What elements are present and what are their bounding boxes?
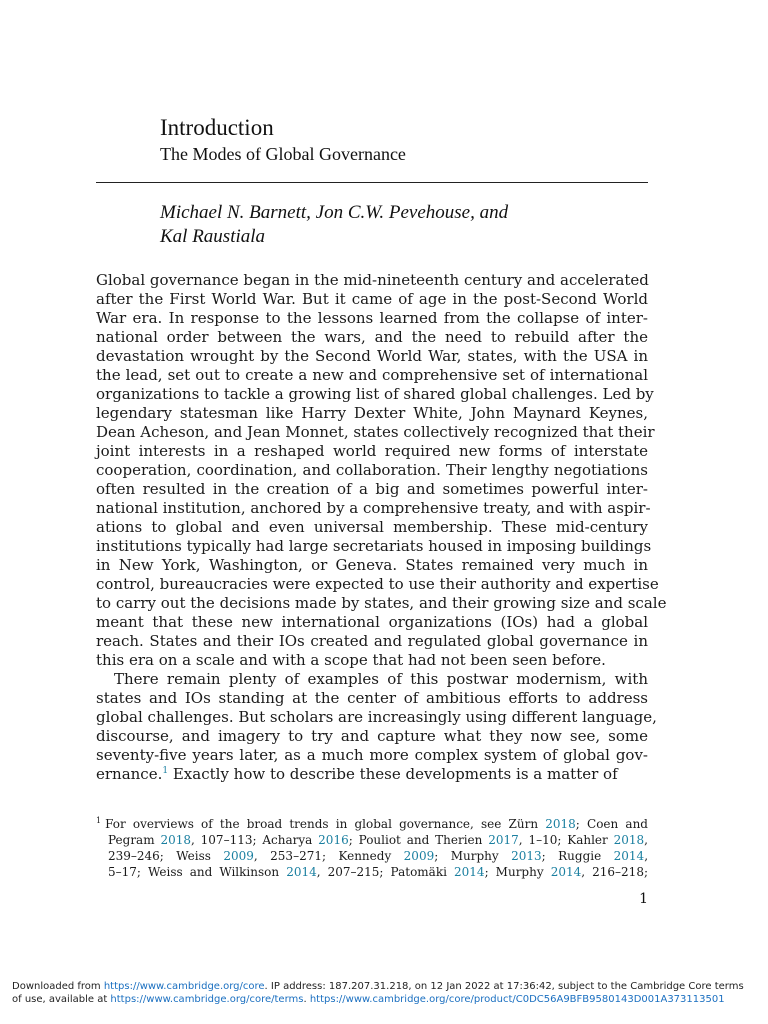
- citation-link[interactable]: 2018: [545, 817, 576, 831]
- citation-link[interactable]: 2016: [318, 833, 349, 847]
- footnote-text: ; Murphy: [484, 865, 551, 879]
- citation-link[interactable]: 2014: [454, 865, 485, 879]
- citation-link[interactable]: 2014: [550, 865, 582, 879]
- paragraph-line: organizations to tackle a growing list of shared global challenges. Led by: [96, 385, 654, 403]
- paragraph-line: the lead, set out to create a new and comprehensive set of international: [96, 366, 648, 384]
- footnote: [96, 816, 648, 880]
- footnote-text: ; Pouliot and Therien: [348, 833, 489, 847]
- citation-link[interactable]: 2014: [286, 865, 317, 879]
- footnote-mark: 1: [96, 816, 102, 825]
- product-link[interactable]: https://www.cambridge.org/core/product/C0DC56A9BFB9580143D001A373113501: [309, 994, 725, 1005]
- paragraph-line: national order between the wars, and the need to rebuild after the: [96, 328, 648, 346]
- paragraph-line: states and IOs standing at the center of ambitious efforts to address: [96, 689, 648, 707]
- paragraph-line: this era on a scale and with a scope that had not been seen before.: [96, 651, 606, 669]
- paragraph: [96, 670, 657, 765]
- paragraph-line: War era. In response to the lessons learned from the collapse of inter-: [96, 309, 648, 327]
- paragraph-line: in New York, Washington, or Geneva. States remained very much in: [96, 556, 648, 574]
- paragraph-line: discourse, and imagery to try and capture what they now see, some: [96, 727, 648, 745]
- paragraph-line: global challenges. But scholars are increasingly using different language,: [96, 708, 657, 726]
- notice-text: Downloaded from: [12, 981, 104, 992]
- citation-link[interactable]: 2014: [613, 849, 645, 863]
- paragraph-line: institutions typically had large secretariats housed in imposing buildings: [96, 537, 652, 555]
- chapter-title: Introduction: [160, 115, 274, 140]
- footnote-line: [96, 848, 648, 864]
- paragraph-line: Dean Acheson, and Jean Monnet, states collectively recognized that their: [96, 423, 655, 441]
- citation-link[interactable]: 2009: [223, 849, 254, 863]
- paragraph-line: seventy-five years later, as a much more complex system of global gov-: [96, 746, 648, 764]
- paragraph-line: [96, 765, 648, 784]
- paragraph-line: to carry out the decisions made by states, and their growing size and scale: [96, 594, 667, 612]
- footnote-text: ; Murphy: [434, 849, 512, 863]
- author-line: Kal Raustiala: [160, 226, 266, 247]
- footnote-text: , 1–10; Kahler: [518, 833, 614, 847]
- citation-link[interactable]: 2013: [511, 849, 542, 863]
- body-text: [96, 271, 667, 784]
- footnote-reference-link[interactable]: 1: [162, 766, 169, 776]
- paragraph-line: legendary statesman like Harry Dexter White, John Maynard Keynes,: [96, 404, 648, 422]
- page-number: 1: [639, 891, 648, 907]
- paragraph-line: reach. States and their IOs created and regulated global governance in: [96, 632, 648, 650]
- download-notice: [12, 980, 760, 1006]
- author-line: Michael N. Barnett, Jon C.W. Pevehouse, and: [160, 202, 509, 223]
- citation-link[interactable]: 2018: [160, 833, 191, 847]
- paragraph-line: meant that these new international organizations (IOs) had a global: [96, 613, 648, 631]
- footnote-text: ,: [644, 849, 649, 863]
- terms-link[interactable]: https://www.cambridge.org/core/terms: [110, 994, 304, 1005]
- paragraph-line: often resulted in the creation of a big and sometimes powerful inter-: [96, 480, 648, 498]
- text-run: Exactly how to describe these developments is a matter of: [168, 765, 618, 783]
- notice-text: .: [303, 994, 310, 1005]
- footnote-text: , 216–218;: [581, 865, 648, 879]
- footnote-line: [96, 832, 648, 848]
- footnote-text: ; Ruggie: [541, 849, 614, 863]
- notice-text: of use, available at: [12, 994, 111, 1005]
- footnote-line: [96, 816, 648, 832]
- paragraph-line: Global governance began in the mid-nineteenth century and accelerated: [96, 271, 649, 289]
- paragraph-line: national institution, anchored by a comprehensive treaty, and with aspir-: [96, 499, 651, 517]
- title-divider: [96, 182, 648, 183]
- paragraph-line: joint interests in a reshaped world required new forms of interstate: [96, 442, 648, 460]
- paragraph-line: devastation wrought by the Second World War, states, with the USA in: [96, 347, 648, 365]
- citation-link[interactable]: 2018: [613, 833, 645, 847]
- paragraph-line: There remain plenty of examples of this postwar modernism, with: [114, 670, 648, 688]
- download-notice-line: [12, 980, 760, 993]
- footnote-text: For overviews of the broad trends in global governance, see Zürn: [105, 817, 546, 831]
- chapter-subtitle: The Modes of Global Governance: [160, 144, 406, 164]
- paragraph-line: ations to global and even universal membership. These mid-century: [96, 518, 648, 536]
- footnote-text: , 207–215; Patomäki: [316, 865, 455, 879]
- footnote-text: 5–17; Weiss and Wilkinson: [108, 865, 287, 879]
- paragraph-line: cooperation, coordination, and collaboration. Their lengthy negotiations: [96, 461, 648, 479]
- author-block: [160, 201, 630, 249]
- footnote-text: , 107–113; Acharya: [191, 833, 319, 847]
- paragraph-line: control, bureaucracies were expected to use their authority and expertise: [96, 575, 659, 593]
- footnote-text: ,: [644, 833, 648, 847]
- paragraph-line: after the First World War. But it came of age in the post-Second World: [96, 290, 648, 308]
- footnote-text: ; Coen and: [575, 817, 648, 831]
- footnote-block: [96, 816, 648, 880]
- download-notice-line: [12, 993, 760, 1006]
- citation-link[interactable]: 2009: [403, 849, 435, 863]
- footnote-text: , 253–271; Kennedy: [253, 849, 404, 863]
- citation-link[interactable]: 2017: [488, 833, 519, 847]
- paragraph: [96, 271, 667, 670]
- core-link[interactable]: https://www.cambridge.org/core: [103, 981, 265, 992]
- footnote-line: [96, 864, 648, 880]
- notice-text: . IP address: 187.207.31.218, on 12 Jan 2022 at 17:36:42, subject to the Cambridge Core terms: [264, 981, 744, 992]
- text-run: ernance.: [96, 765, 163, 783]
- footnote-text: 239–246; Weiss: [108, 849, 224, 863]
- footnote-text: Pegram: [108, 833, 161, 847]
